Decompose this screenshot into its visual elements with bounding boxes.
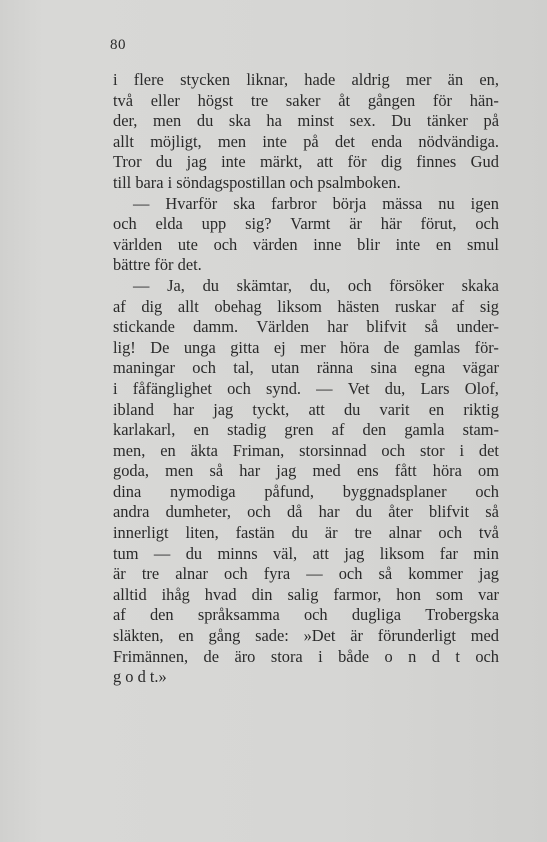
- text-line: världen ute och värden inne blir inte en smul: [113, 234, 499, 254]
- text-line: till bara i söndagspostillan och psalmboken.: [113, 172, 401, 192]
- text-line: — Ja, du skämtar, du, och försöker skaka: [133, 275, 499, 295]
- text-line: i fåfänglighet och synd. — Vet du, Lars Olof,: [113, 378, 499, 398]
- text-line: men, en äkta Friman, storsinnad och stor i det: [113, 440, 499, 460]
- text-line: af den språksamma och dugliga Trobergska: [113, 605, 499, 625]
- text-line: och elda upp sig? Varmt är här förut, och: [113, 214, 499, 234]
- text-line: — Hvarför ska farbror börja mässa nu igen: [133, 193, 499, 213]
- text-line: Tror du jag inte märkt, att för dig finnes Gud: [113, 152, 499, 172]
- text-line: g o d t.»: [113, 667, 167, 687]
- text-line: dina nymodiga påfund, byggnadsplaner och: [113, 481, 499, 501]
- text-line: alltid ihåg hvad din salig farmor, hon som var: [113, 584, 499, 604]
- text-line: stickande damm. Världen har blifvit så under-: [113, 317, 499, 337]
- text-line: goda, men så har jag med ens fått höra om: [113, 461, 499, 481]
- text-line: karlakarl, en stadig gren af den gamla stam-: [113, 420, 499, 440]
- page-number: 80: [110, 37, 126, 53]
- text-line: bättre för det.: [113, 255, 202, 275]
- text-line: ibland har jag tyckt, att du varit en riktig: [113, 399, 499, 419]
- text-line: två eller högst tre saker åt gången för hän-: [113, 90, 499, 110]
- text-line: innerligt liten, fastän du är tre alnar och två: [113, 523, 499, 543]
- text-line: i flere stycken liknar, hade aldrig mer än en,: [113, 70, 499, 89]
- text-line: andra dumheter, och då har du åter blifvit så: [113, 502, 499, 522]
- text-line: maningar och tal, utan ränna sina egna vägar: [113, 358, 499, 378]
- text-line: lig! De unga gitta ej mer höra de gamlas för-: [113, 337, 499, 357]
- text-line: af dig allt obehag liksom hästen ruskar af sig: [113, 296, 499, 316]
- text-line: släkten, en gång sade: »Det är förunderligt med: [113, 626, 499, 646]
- text-line: tum — du minns väl, att jag liksom far min: [113, 543, 499, 563]
- body-text: [113, 70, 499, 688]
- text-line: allt möjligt, men inte på det enda nödvändiga.: [113, 131, 499, 151]
- text-line: är tre alnar och fyra — och så kommer jag: [113, 564, 499, 584]
- text-line: der, men du ska ha minst sex. Du tänker på: [113, 111, 499, 131]
- text-line: Frimännen, de äro stora i både o n d t och: [113, 646, 499, 666]
